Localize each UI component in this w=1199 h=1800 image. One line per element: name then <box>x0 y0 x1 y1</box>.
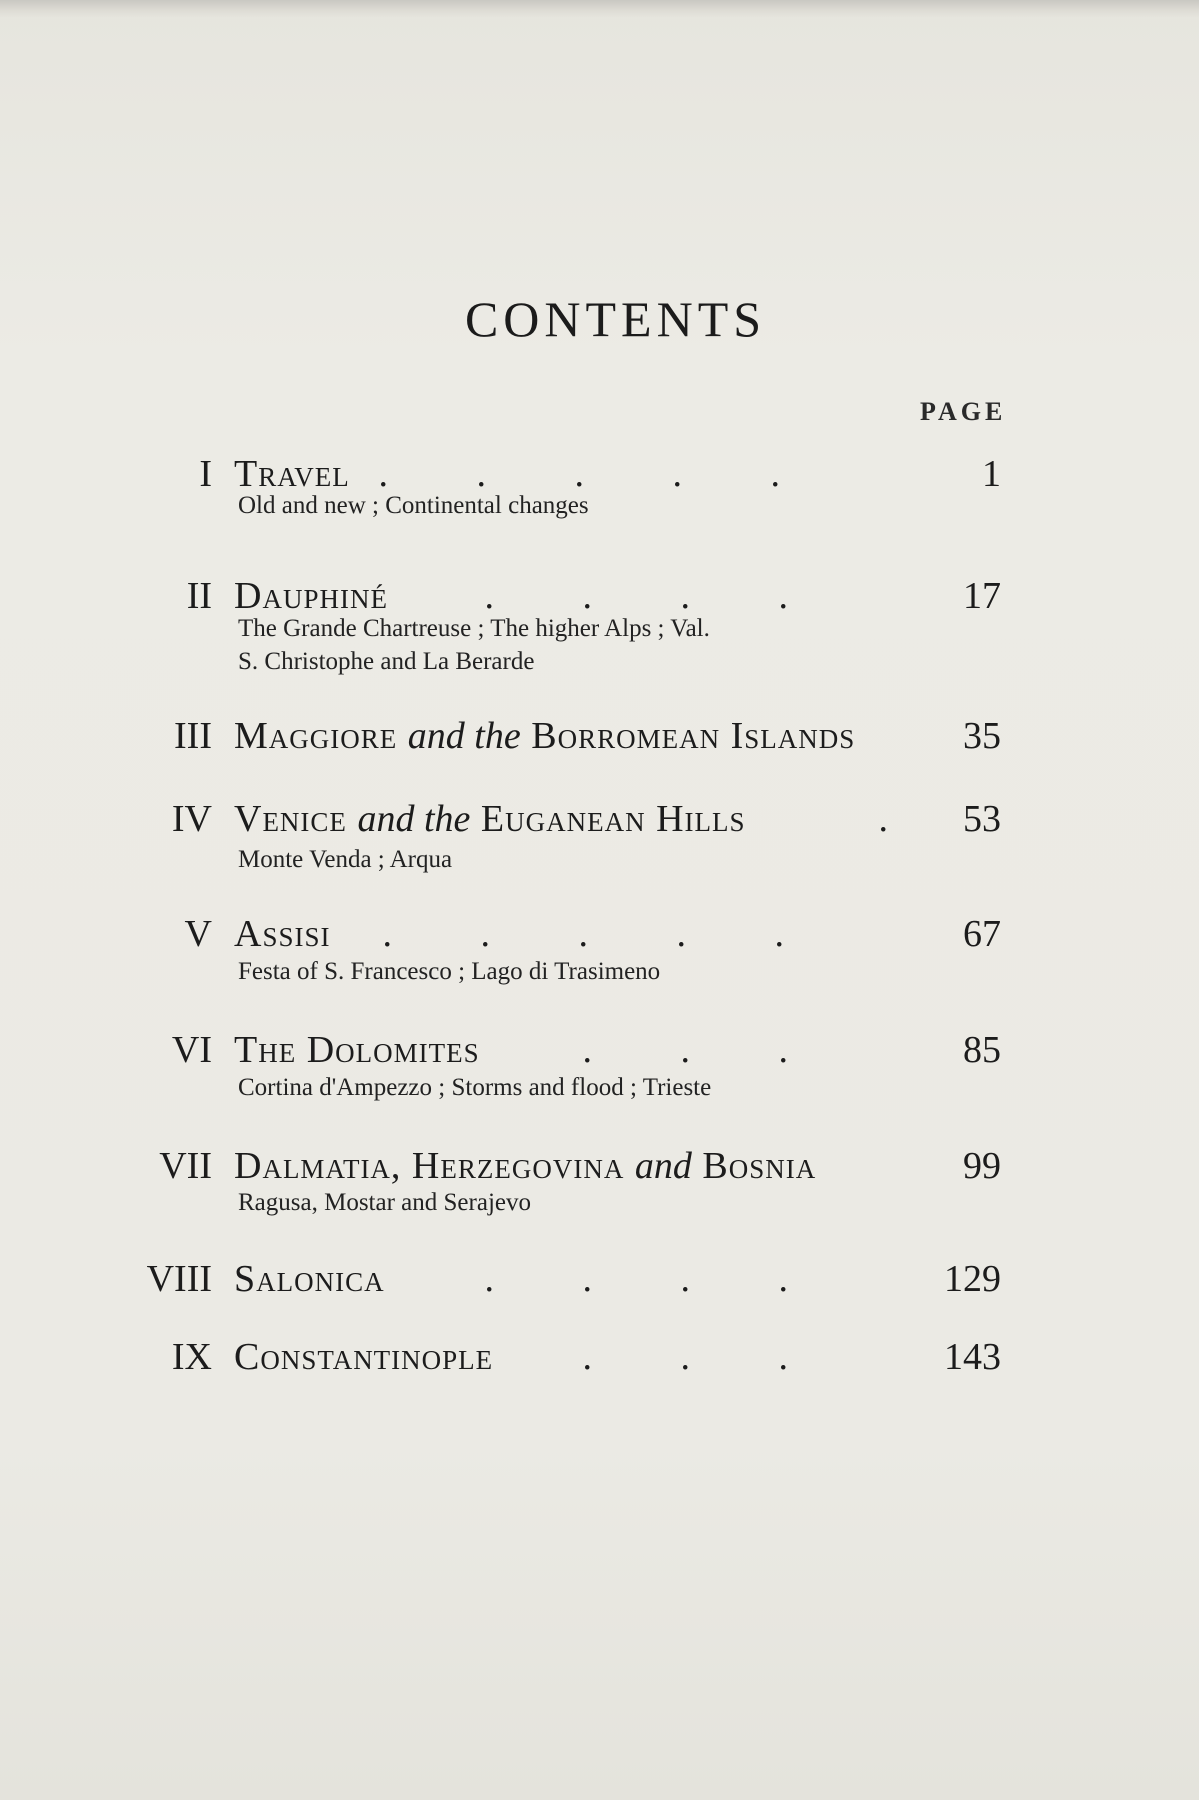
chapter-page: 1 <box>982 453 1001 495</box>
chapter-number: IV <box>171 798 212 840</box>
chapter-subtitle: Old and new ; Continental changes <box>238 492 589 519</box>
chapter-number: II <box>186 575 212 617</box>
chapter-title: Constantinople <box>234 1336 494 1378</box>
chapter-number: III <box>174 715 212 757</box>
dot-leader: . . . . <box>484 575 788 617</box>
chapter-page: 17 <box>963 575 1001 617</box>
dot-leader: . <box>878 798 888 840</box>
chapter-page: 35 <box>963 715 1001 757</box>
chapter-page: 53 <box>963 798 1001 840</box>
chapter-title: Maggiore and the Borromean Islands <box>234 715 856 757</box>
chapter-number: V <box>184 913 212 955</box>
chapter-subtitle: Monte Venda ; Arqua <box>238 846 453 873</box>
page-title: CONTENTS <box>464 291 767 347</box>
toc-entry <box>0 1335 1199 1395</box>
dot-leader: . . . . . <box>378 453 780 495</box>
dot-leader: . . . <box>582 1336 788 1378</box>
chapter-page: 67 <box>963 913 1001 955</box>
chapter-title: The Dolomites <box>234 1029 480 1071</box>
chapter-title: Travel <box>234 453 350 495</box>
chapter-number: VI <box>171 1029 212 1071</box>
dot-leader: . . . <box>582 1029 788 1071</box>
toc-entry <box>0 452 1199 512</box>
chapter-title: Dalmatia, Herzegovina and Bosnia <box>234 1145 817 1187</box>
chapter-page: 143 <box>944 1336 1001 1378</box>
dot-leader: . . . . <box>484 1258 788 1300</box>
chapter-title: Salonica <box>234 1258 385 1300</box>
chapter-number: IX <box>171 1336 212 1378</box>
chapter-number: VIII <box>146 1258 212 1300</box>
chapter-subtitle: The Grande Chartreuse ; The higher Alps ; Val. <box>238 615 710 642</box>
toc-entry <box>0 714 1199 774</box>
chapter-number: I <box>199 453 212 495</box>
chapter-subtitle: Festa of S. Francesco ; Lago di Trasimeno <box>238 958 661 985</box>
chapter-subtitle: S. Christophe and La Berarde <box>238 648 535 675</box>
dot-leader: . . . . . <box>382 913 784 955</box>
page-top-edge <box>0 0 1199 18</box>
chapter-number: VII <box>159 1145 212 1187</box>
chapter-title: Venice and the Euganean Hills <box>234 798 746 840</box>
chapter-subtitle: Ragusa, Mostar and Serajevo <box>238 1189 531 1216</box>
chapter-page: 85 <box>963 1029 1001 1071</box>
toc-entry <box>0 797 1199 857</box>
toc-entry <box>0 1257 1199 1317</box>
page-column-label: PAGE <box>920 397 1007 426</box>
chapter-title: Dauphiné <box>234 575 388 617</box>
chapter-subtitle: Cortina d'Ampezzo ; Storms and flood ; Trieste <box>238 1074 712 1101</box>
chapter-title: Assisi <box>234 913 331 955</box>
toc-entry <box>0 1144 1199 1204</box>
chapter-page: 129 <box>944 1258 1001 1300</box>
chapter-page: 99 <box>963 1145 1001 1187</box>
